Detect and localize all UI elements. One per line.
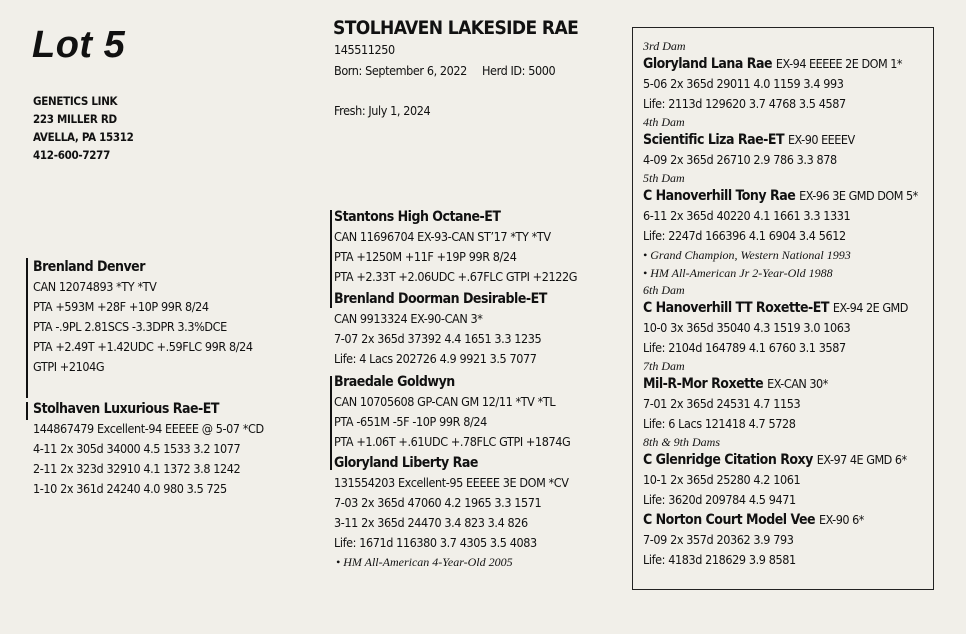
sire-line: GTPI +2104G	[33, 359, 105, 374]
dam-entry-classification: EX-CAN 30*	[767, 376, 828, 391]
sire-line: PTA +2.49T +1.42UDC +.59FLC 99R 8/24	[33, 339, 253, 354]
dam-entry-line: Life: 6 Lacs 121418 4.7 5728	[643, 416, 796, 431]
dam-entry-classification: EX-90 EEEEV	[787, 132, 855, 147]
dam-entry-line: 5-06 2x 365d 29011 4.0 1159 3.4 993	[643, 76, 844, 91]
fresh-date: Fresh: July 1, 2024	[334, 103, 431, 118]
registration-number: 145511250	[334, 42, 395, 57]
dam-family-list	[643, 38, 918, 570]
maternal-granddam-line: 131554203 Excellent-95 EEEEE 3E DOM *CV	[334, 475, 569, 490]
dam-bracket	[26, 402, 28, 420]
dam-entry-name	[643, 374, 918, 394]
maternal-grandsire-line: PTA -651M -5F -10P 99R 8/24	[334, 414, 487, 429]
dam-entry-line: 7-09 2x 357d 20362 3.9 793	[643, 532, 794, 547]
consignor-name: GENETICS LINK	[33, 94, 118, 108]
dam-entry-line: Life: 2113d 129620 3.7 4768 3.5 4587	[643, 96, 846, 111]
paternal-grandsire-name: Stantons High Octane-ET	[334, 209, 501, 225]
dam-entry-title: Gloryland Lana Rae	[643, 56, 773, 72]
dam-entry-line: Life: 2247d 166396 4.1 6904 3.4 5612	[643, 228, 846, 243]
dam-entry-line: Life: 3620d 209784 4.5 9471	[643, 492, 796, 507]
herd-id: Herd ID: 5000	[482, 63, 556, 78]
dam-entry-title: C Hanoverhill TT Roxette-ET	[643, 300, 829, 316]
maternal-grandsire-line: CAN 10705608 GP-CAN GM 12/11 *TV *TL	[334, 394, 556, 409]
dam-generation-label: 6th Dam	[643, 283, 685, 297]
dam-entry-line: 7-01 2x 365d 24531 4.7 1153	[643, 396, 801, 411]
maternal-bracket	[330, 376, 332, 470]
maternal-granddam-name: Gloryland Liberty Rae	[334, 455, 478, 471]
sire-line: PTA +593M +28F +10P 99R 8/24	[33, 299, 209, 314]
dam-entry-name	[643, 510, 918, 530]
maternal-grandsire	[334, 372, 570, 452]
maternal-grandsire-line: PTA +1.06T +.61UDC +.78FLC GTPI +1874G	[334, 434, 571, 449]
dam-entry-award: • HM All-American Jr 2-Year-Old 1988	[643, 266, 833, 280]
dam-entry-classification: EX-96 3E GMD DOM 5*	[799, 188, 918, 203]
consignor-phone: 412-600-7277	[33, 148, 110, 162]
consignor-street: 223 MILLER RD	[33, 112, 117, 126]
paternal-bracket	[330, 210, 332, 308]
dam-generation-label: 4th Dam	[643, 115, 685, 129]
dam-entry-line: 10-0 3x 365d 35040 4.3 1519 3.0 1063	[643, 320, 851, 335]
dam-entry-name	[643, 298, 918, 318]
maternal-granddam-award: • HM All-American 4-Year-Old 2005	[336, 555, 513, 569]
paternal-grandsire	[334, 207, 577, 287]
dam-entry-line: 6-11 2x 365d 40220 4.1 1661 3.3 1331	[643, 208, 851, 223]
dam-entry-title: C Glenridge Citation Roxy	[643, 452, 813, 468]
dam-line: 2-11 2x 323d 32910 4.1 1372 3.8 1242	[33, 461, 241, 476]
dam-entry-classification: EX-97 4E GMD 6*	[816, 452, 907, 467]
paternal-granddam-line: CAN 9913324 EX-90-CAN 3*	[334, 311, 483, 326]
dam-entry-line: 4-09 2x 365d 26710 2.9 786 3.3 878	[643, 152, 837, 167]
maternal-granddam	[334, 453, 569, 571]
sire-name: Brenland Denver	[33, 259, 145, 275]
maternal-grandsire-name: Braedale Goldwyn	[334, 374, 455, 390]
dam-entry-title: Mil-R-Mor Roxette	[643, 376, 764, 392]
dam-name: Stolhaven Luxurious Rae-ET	[33, 401, 219, 417]
dam-entry-classification: EX-94 2E GMD	[832, 300, 908, 315]
dam-entry-classification: EX-90 6*	[818, 512, 864, 527]
lot-number: Lot 5	[32, 24, 126, 66]
dam-block	[33, 399, 264, 499]
dam-entry-award: • Grand Champion, Western National 1993	[643, 248, 851, 262]
dam-generation-label: 5th Dam	[643, 171, 685, 185]
paternal-grandsire-line: CAN 11696704 EX-93-CAN ST’17 *TY *TV	[334, 229, 551, 244]
dam-entry-line: Life: 4183d 218629 3.9 8581	[643, 552, 796, 567]
sire-block	[33, 257, 253, 377]
paternal-granddam	[334, 289, 547, 369]
maternal-granddam-line: Life: 1671d 116380 3.7 4305 3.5 4083	[334, 535, 537, 550]
dam-line: 4-11 2x 305d 34000 4.5 1533 3.2 1077	[33, 441, 241, 456]
sire-line: PTA -.9PL 2.81SCS -3.3DPR 3.3%DCE	[33, 319, 227, 334]
maternal-granddam-line: 3-11 2x 365d 24470 3.4 823 3.4 826	[334, 515, 528, 530]
dam-entry-classification: EX-94 EEEEE 2E DOM 1*	[775, 56, 903, 71]
dam-line: 1-10 2x 361d 24240 4.0 980 3.5 725	[33, 481, 227, 496]
birth-date: Born: September 6, 2022	[334, 63, 467, 78]
dam-entry-name	[643, 54, 918, 74]
dam-entry-name	[643, 130, 918, 150]
paternal-grandsire-line: PTA +1250M +11F +19P 99R 8/24	[334, 249, 517, 264]
paternal-granddam-name: Brenland Doorman Desirable-ET	[334, 291, 547, 307]
dam-entry-title: C Norton Court Model Vee	[643, 512, 816, 528]
animal-name: STOLHAVEN LAKESIDE RAE	[333, 17, 579, 39]
consignor-address	[33, 92, 134, 164]
sire-bracket	[26, 258, 28, 398]
dam-entry-line: 10-1 2x 365d 25280 4.2 1061	[643, 472, 801, 487]
paternal-granddam-line: 7-07 2x 365d 37392 4.4 1651 3.3 1235	[334, 331, 542, 346]
dam-line: 144867479 Excellent-94 EEEEE @ 5-07 *CD	[33, 421, 264, 436]
dam-generation-label: 8th & 9th Dams	[643, 435, 721, 449]
maternal-granddam-line: 7-03 2x 365d 47060 4.2 1965 3.3 1571	[334, 495, 542, 510]
paternal-granddam-line: Life: 4 Lacs 202726 4.9 9921 3.5 7077	[334, 351, 537, 366]
dam-entry-name	[643, 450, 918, 470]
dam-entry-line: Life: 2104d 164789 4.1 6760 3.1 3587	[643, 340, 846, 355]
dam-generation-label: 7th Dam	[643, 359, 685, 373]
sire-line: CAN 12074893 *TY *TV	[33, 279, 157, 294]
dam-entry-title: C Hanoverhill Tony Rae	[643, 188, 796, 204]
dam-entry-name	[643, 186, 918, 206]
consignor-city: AVELLA, PA 15312	[33, 130, 134, 144]
paternal-grandsire-line: PTA +2.33T +2.06UDC +.67FLC GTPI +2122G	[334, 269, 578, 284]
dam-generation-label: 3rd Dam	[643, 39, 686, 53]
dam-entry-title: Scientific Liza Rae-ET	[643, 132, 785, 148]
